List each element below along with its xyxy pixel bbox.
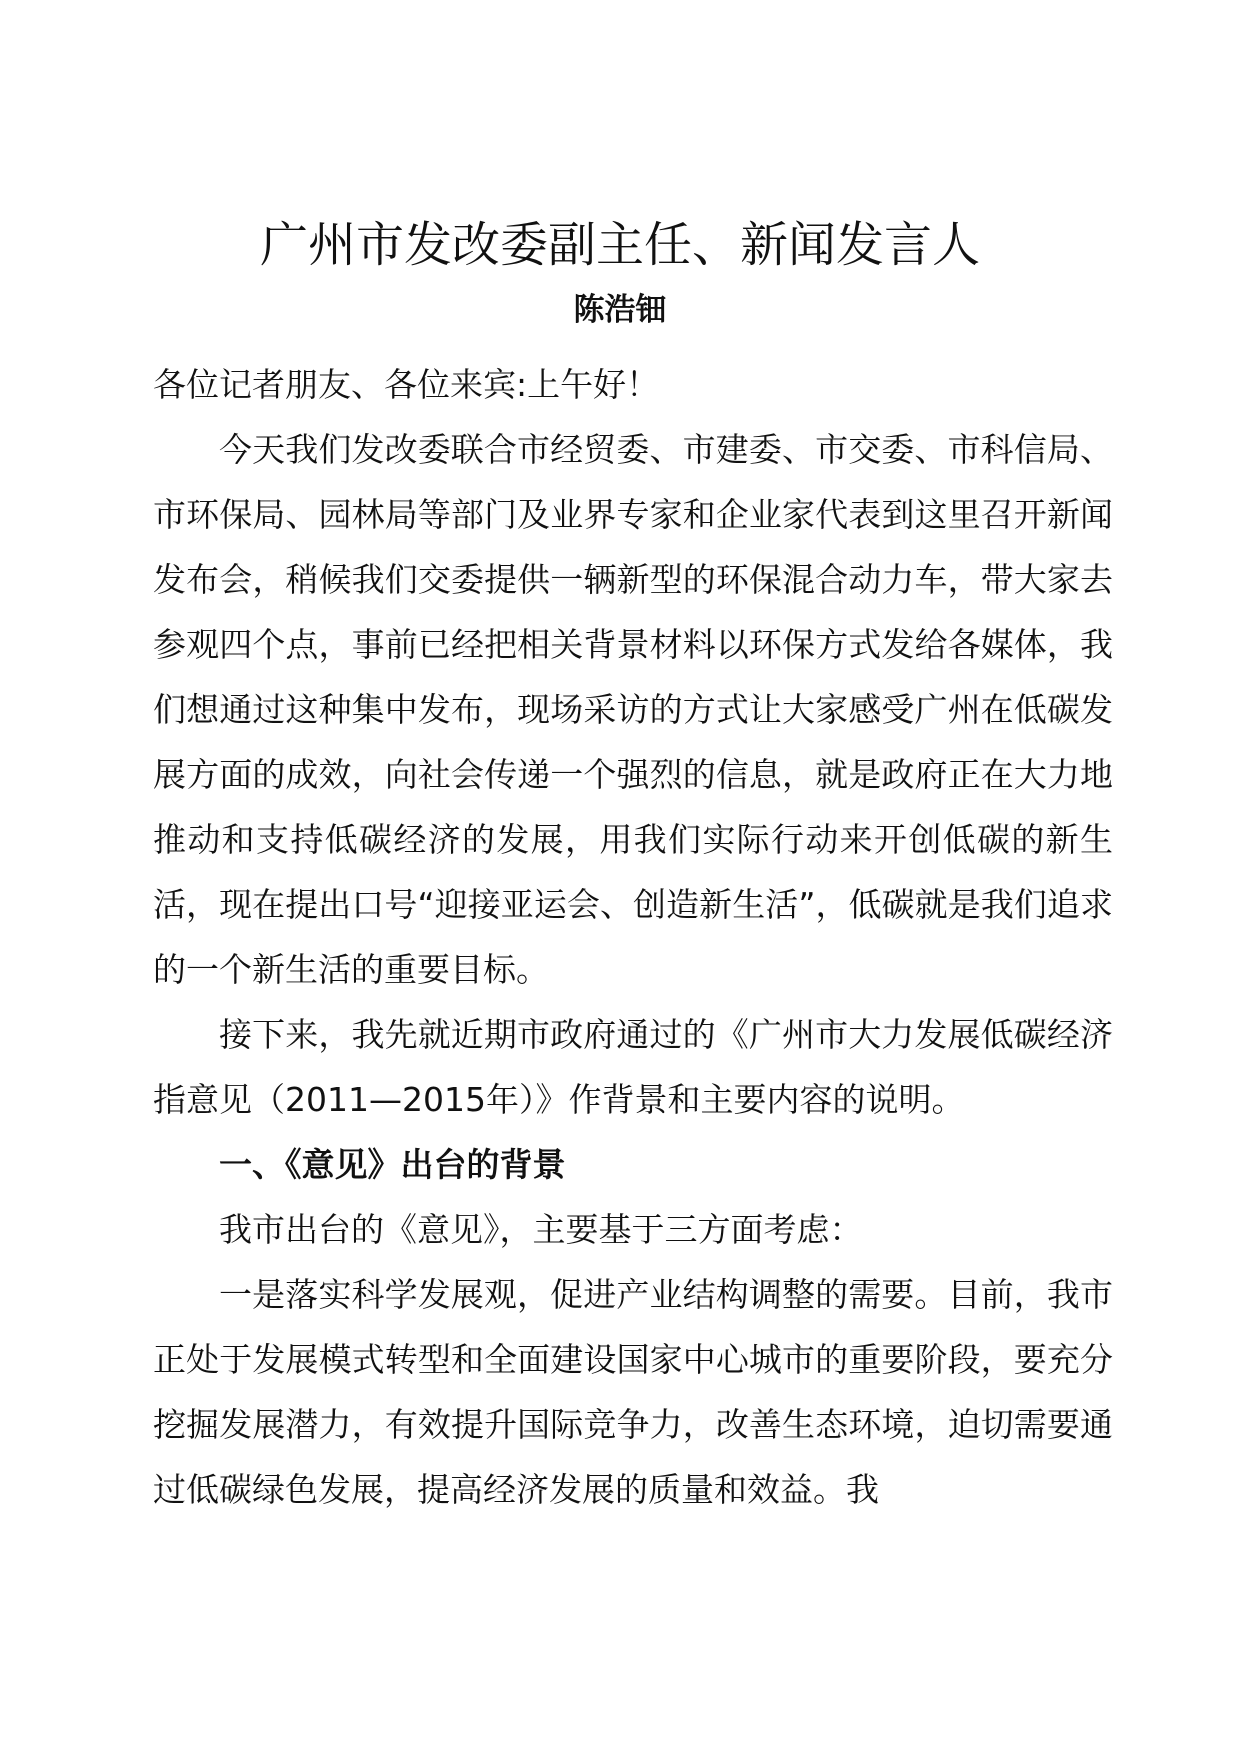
body-paragraph: 今天我们发改委联合市经贸委、市建委、市交委、市科信局、市环保局、园林局等部门及业界专家和企业家代表到这里召开新闻发布会，稍候我们交委提供一辆新型的环保混合动力车，带大家去参观四个点，事前已经把相关背景材料以环保方式发给各媒体，我们想通过这种集中发布，现场采访的方式让大家感受广州在低碳发展方面的成效，向社会传递一个强烈的信息，就是政府正在大力地推动和支持低碳经济的发展，用我们实际行动来开创低碳的新生活，现在提出口号“迎接亚运会、创造新生活”，低碳就是我们追求的一个新生活的重要目标。 bbox=[153, 430, 1113, 989]
body-paragraph: 接下来，我先就近期市政府通过的《广州市大力发展低碳经济指意见（2011—2015年）》作背景和主要内容的说明。 bbox=[153, 1015, 1113, 1119]
document-body bbox=[153, 352, 1113, 1522]
body-paragraph: 一是落实科学发展观，促进产业结构调整的需要。目前，我市正处于发展模式转型和全面建设国家中心城市的重要阶段，要充分挖掘发展潜力，有效提升国际竞争力，改善生态环境，迫切需要通过低碳绿色发展，提高经济发展的质量和效益。我 bbox=[153, 1275, 1113, 1509]
greeting-paragraph: 各位记者朋友、各位来宾:上午好！ bbox=[153, 365, 660, 404]
document-title: 广州市发改委副主任、新闻发言人 bbox=[259, 217, 980, 273]
body-paragraph: 我市出台的《意见》，主要基于三方面考虑： bbox=[219, 1210, 863, 1249]
author-name: 陈浩钿 bbox=[573, 292, 667, 328]
section-heading: 一、《意见》出台的背景 bbox=[219, 1145, 566, 1184]
